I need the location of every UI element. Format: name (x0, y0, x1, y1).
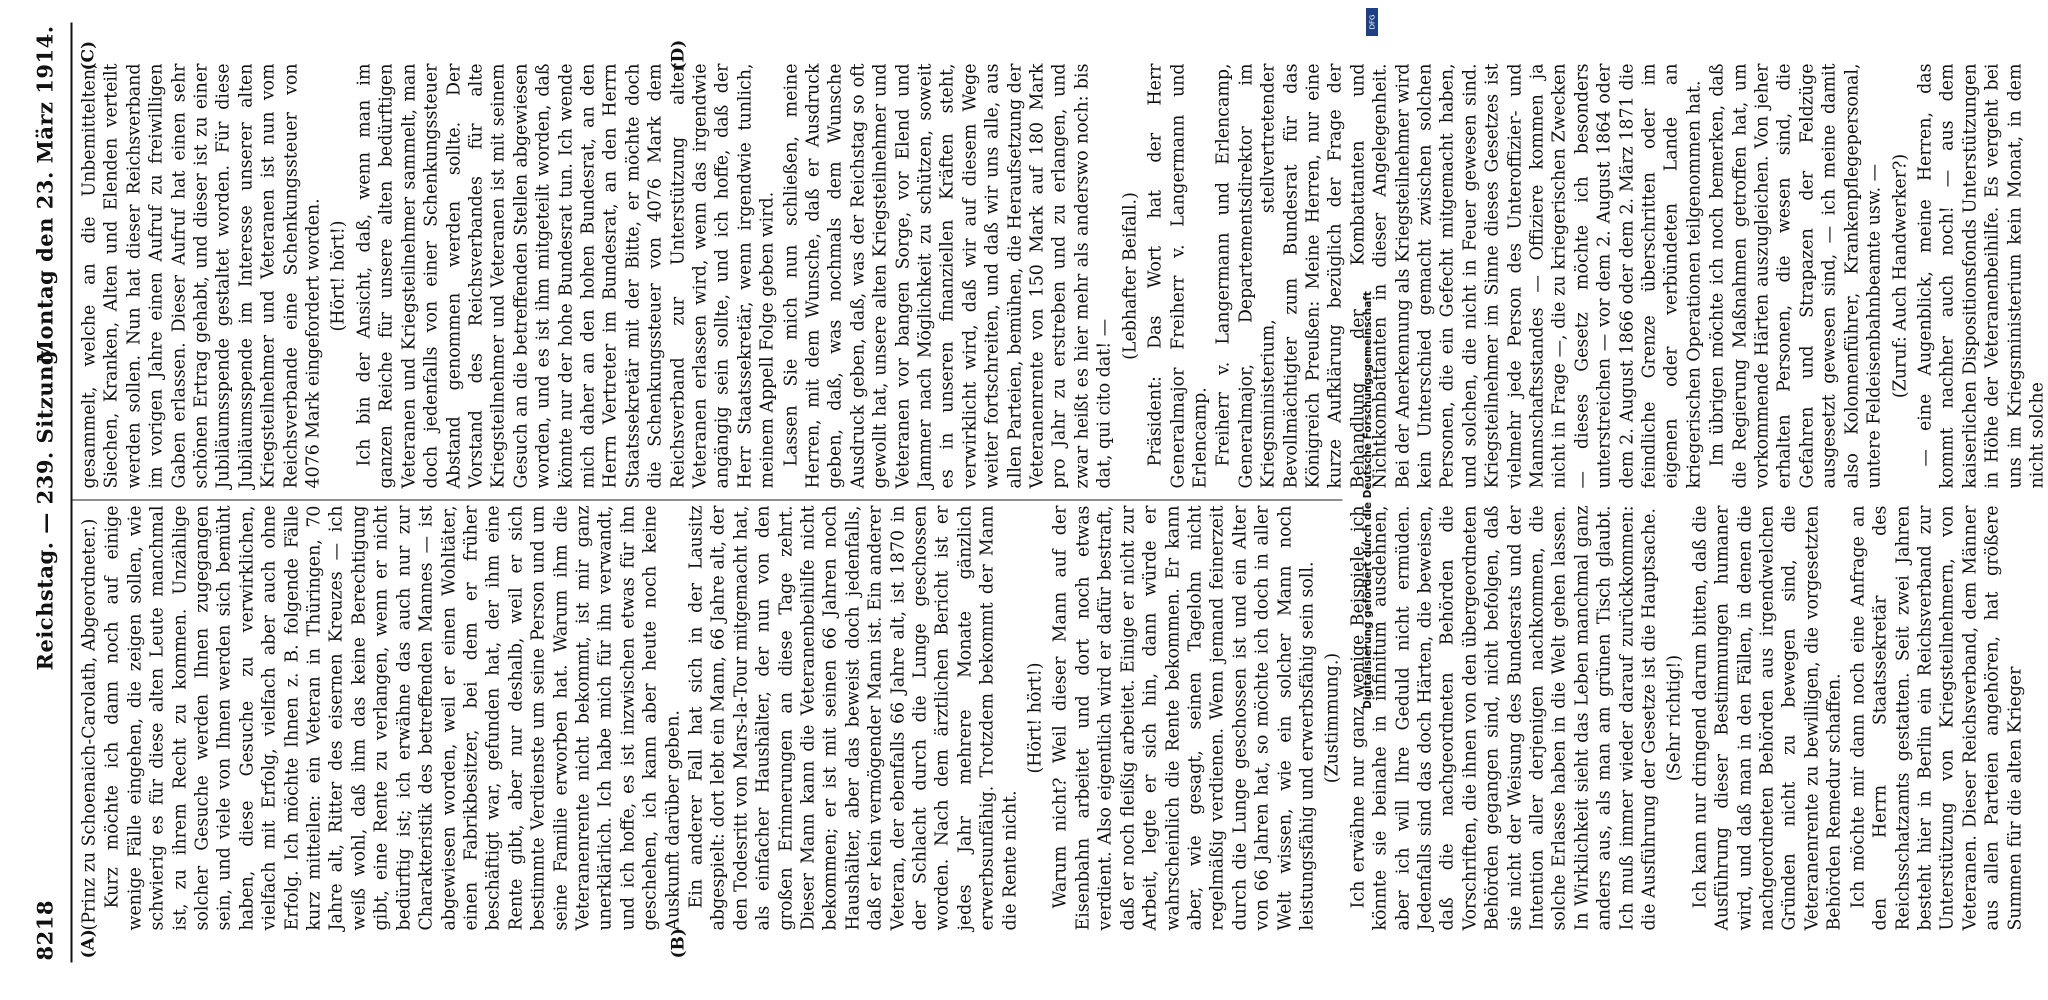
dfg-logo-text: DFG (1368, 14, 1376, 30)
paragraph: Ich bin der Ansicht, daß, wenn man im ganzen Reiche für unsere alten bedürftigen Veteranen und Kriegsteilnehmer sammelt, man doch jedenfalls von einer Schenkungssteuer Abstand genommen werden sollte. Der Vorstand des Reichsverbandes für alte Kriegsteilnehmer und Veteranen ist mit seinem Gesuch an die betreffenden Stellen abgewiesen worden, und es ist ihm mitgeteilt worden, daß könnte nur der hohe Bundesrat tun. Ich wende mich daher an den hohen Bundesrat, an den Herrn Vertreter im Bundesrat, an den Herrn Staatssekretär mit der Bitte, er möchte doch die Schenkungssteuer von 4076 Mark dem Reichsverband zur Unterstützung alter Veteranen erlassen wird, wenn das irgendwie angängig sein sollte, und ich hoffe, daß der Herr Staatssekretär, wenn irgendwie tunlich, meinem Appell Folge geben wird. (353, 63, 778, 488)
margin-mark-b: (B) (668, 927, 688, 958)
interjection: (Sehr richtig!) (1664, 654, 1685, 781)
paragraph: Ich möchte mir dann noch eine Anfrage an den Herrn Staatssekretär des Reichsschatzamts gestatten. Seit zwei Jahren besteht hier in Berlin ein Reichsverband zur Unterstützung von Kriegsteilnehmern, von Veteranen. Dieser Reichsverband, dem Männer aus allen Parteien angehören, hat größere Summen für die alten Krieger (1847, 505, 2025, 930)
interjection: (Lebhafter Beifall.) (1119, 191, 1140, 360)
interjection: (Zuruf: Auch Handwerker?) (1889, 153, 1910, 398)
speaker-attribution: (Prinz zu Schoenaich-Carolath, Abgeordneter.) (79, 518, 99, 930)
paragraph: Im übrigen möchte ich noch bemerken, daß die Regierung Maßnahmen getroffen hat, um vorkommende Härten auszugleichen. Von jeher erhalten Personen, die wesen sind, die Gefahren und Strapazen der Feldzüge ausgesetzt gewesen sind, — ich meine damit also Kolonnenführer, Krankenpflegepersonal, untere Feldeisenbahnbeamte usw. — (1707, 63, 1885, 488)
paragraph: Lassen Sie mich nun schließen, meine Herren, mit dem Wunsche, daß er Ausdruck geben, daß, was nochmals dem Wunsche Ausdruck geben, daß, was der Reichstag so oft gewollt hat, unsere alten Kriegsteilnehmer und Veteranen vor bangen Sorge, vor Elend und Jammer nach Möglichkeit zu schützen, soweit es in unseren finanziellen Kräften steht, verwirklicht wird, daß wir auf diesem Wege weiter fortschreiten, und daß wir uns alle, aus allen Parteien, bemühen, die Heraufsetzung der Veteranenrente von 150 Mark auf 180 Mark pro Jahr zu erstreben und zu erlangen, und zwar heißt es hier mehr als anderswo noch: bis dat, qui cito dat! — (780, 63, 1115, 488)
margin-mark-c: (C) (78, 40, 98, 70)
page-header-date: Montag den 23. März 1914. (32, 25, 57, 363)
dfg-logo (1366, 8, 1378, 36)
paragraph: Ein anderer Fall hat sich in der Lausitz abgespielt: dort lebt ein Mann, 66 Jahre alt, der den Todesritt von Mars-la-Tour mitgemacht hat, als einfacher Haushälter, der nun von den großen Erinnerungen an diese Tage zehrt. Dieser Mann kann die Veteranenbeihilfe nicht bekommen; er ist mit seinen 66 Jahren noch Haushälter, aber das beweist doch jedenfalls, daß er kein vermögender Mann ist. Ein anderer Veteran, der ebenfalls 66 Jahre alt, ist 1870 in der Schlacht durch die Lunge geschossen worden. Nach dem ärztlichen Bericht ist er jedes Jahr mehrere Monate gänzlich erwerbsunfähig. Trotzdem bekommt der Mann die Rente nicht. (685, 505, 1020, 930)
paragraph: Ich erwähne nur ganz wenige Beispiele, ich könnte sie beinahe in infinitum ausdehnen, aber ich will Ihre Geduld nicht ermüden. Jedenfalls sind das doch Härten, die beweisen, daß die nachgeordneten Behörden die Vorschriften, die ihnen von den übergeordneten Behörden gegangen sind, nicht befolgen, daß sie nicht der Weisung des Bundesrats und der Intention aller derjenigen nachkommen, die solche Erlasse haben in die Welt gehen lassen. In Wirklichkeit sieht das Leben manchmal ganz anders aus, als man am grünen Tisch glaubt. Ich muß immer wieder darauf zurückkommen: die Ausführung der Gesetze ist die Hauptsache. (1347, 505, 1660, 930)
interjection: (Hört! hört!) (328, 220, 349, 331)
margin-mark-a: (A) (78, 928, 98, 958)
credit-text: Digitalisierung gefördert durch die Deutsche Forschungsgemeinschaft (1362, 291, 1374, 709)
header-rule (70, 22, 72, 962)
column-divider (72, 499, 1342, 500)
interjection: (Hört! hört!) (1025, 662, 1046, 773)
left-column (78, 505, 2025, 930)
page-header-title: Reichstag. — 239. Sitzung. (32, 341, 57, 670)
paragraph: Freiherr v. Langermann und Erlencamp, Generalmajor, Departementsdirektor im Kriegsministerium, stellvertretender Bevollmächtigter zum Bundesrat für das Königreich Preußen: Meine Herren, nur eine kurze Aufklärung bezüglich der Frage der Behandlung der Kombattanten und Nichtkombattanten in dieser Angelegenheit. Bei der Anerkennung als Kriegsteilnehmer wird kein Unterschied gemacht zwischen solchen Personen, die ein Gefecht mitgemacht haben, und solchen, die nicht in Feuer gewesen sind. Kriegsteilnehmer im Sinne dieses Gesetzes ist vielmehr jede Person des Unteroffizier- und Mannschaftsstandes — Offiziere kommen ja nicht in Frage —, die zu kriegerischen Zwecken — dieses Gesetz möchte ich besonders unterstreichen — vor dem 2. August 1864 oder dem 2. August 1866 oder dem 2. März 1871 die feindliche Grenze überschritten oder im eigenen oder verbündeten Lande an kriegerischen Operationen teilgenommen hat. (1213, 63, 1704, 488)
margin-mark-d: (D) (668, 39, 688, 70)
paragraph: Kurz möchte ich dann noch auf einige wenige Fälle eingehen, die zeigen sollen, wie schwierig es für diese alten Leute manchmal ist, zu ihrem Recht zu kommen. Unzählige solcher Gesuche werden Ihnen zugegangen sein, und viele von Ihnen werden sich bemüht haben, diese Gesuche zu verwirklichen, vielfach mit Erfolg, vielfach aber auch ohne Erfolg. Ich möchte Ihnen z. B. folgende Fälle kurz mitteilen: ein Veteran in Thüringen, 70 Jahre alt, Ritter des eisernen Kreuzes — ich weiß wohl, daß ihm das keine Berechtigung gibt, eine Rente zu verlangen, wenn er nicht bedürftig ist; ich erwähne das auch nur zur Charakteristik des betreffenden Mannes — ist abgewiesen worden, weil er einen Wohltäter, einen Fabrikbesitzer, bei dem er früher beschäftigt war, gefunden hat, der ihm eine Rente gibt, aber nur deshalb, weil er sich bestimmte Verdienste um seine Person und um seine Familie erworben hat. Warum ihm die Veteranenrente nicht bekommt, ist mir ganz unerklärlich. Ich habe mich für ihn verwandt, und ich hoffe, es ist inzwischen etwas für ihn geschehen, ich kann aber heute noch keine Auskunft darüber geben. (102, 505, 683, 930)
paragraph: Ich kann nur dringend darum bitten, daß die Ausführung dieser Bestimmungen humaner wird, und daß man in den Fällen, in denen die nachgeordneten Behörden aus irgendwelchen Gründen nicht zu bewegen sind, die Veteranenrente zu bewilligen, die vorgesetzten Behörden Remedur schaffen. (1689, 505, 1845, 930)
digitization-credit (1357, 15, 1379, 985)
paragraph: gesammelt, welche an die Unbemittelten, Siechen, Kranken, Alten und Elenden verteilt werden sollen. Nun hat dieser Reichsverband im vorigen Jahre einen Aufruf zu freiwilligen Gaben erlassen. Dieser Aufruf hat einen sehr schönen Ertrag gehabt, und dieser ist zu einer Jubiläumsspende gestaltet worden. Für diese Jubiläumsspende im Interesse unserer alten Kriegsteilnehmer und Veteranen ist nun vom Reichsverbande eine Schenkungssteuer von 4076 Mark eingefordert worden. (79, 63, 324, 488)
right-column (78, 63, 2047, 488)
paragraph: — eine Augenblick, meine Herren, das kommt nachher auch noch! — aus dem kaiserlichen Dispositionsfonds Unterstützungen in Höhe der Veteranenbeihilfe. Es vergeht bei uns im Kriegsministerium kein Monat, in dem nicht solche (1914, 63, 2047, 488)
paragraph: Warum nicht? Weil dieser Mann auf der Eisenbahn arbeitet und dort noch etwas verdient. Also eigentlich wird er dafür bestraft, daß er noch fleißig arbeitet. Einige er nicht zur Arbeit, legte er sich hin, dann würde er wahrscheinlich die Rente bekommen. Er kann aber, wie gesagt, seinen Tagelohn nicht regelmäßig verdienen. Wenn jemand feinerzeit durch die Lunge geschossen ist und ein Alter von 66 Jahren hat, so möchte ich doch in aller Welt wissen, wie ein solcher Mann noch leistungsfähig und erwerbsfähig sein soll. (1050, 505, 1317, 930)
page-number: 8218 (32, 899, 57, 960)
president-statement: Präsident: Das Wort hat der Herr Generalmajor Freiherr v. Langermann und Erlencamp. (1145, 63, 1210, 488)
interjection: (Zustimmung.) (1322, 652, 1343, 783)
